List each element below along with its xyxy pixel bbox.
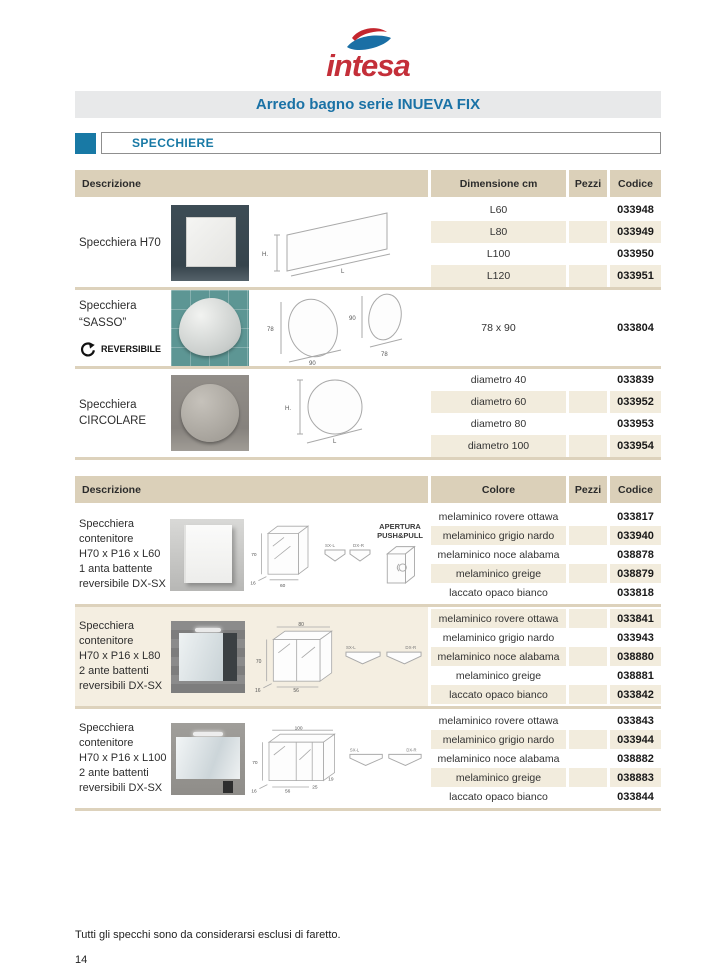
- codice-cell: 033944: [610, 730, 661, 749]
- product-name: [75, 721, 171, 795]
- table-row: [431, 317, 661, 339]
- dimension-cell: diametro 40: [470, 374, 527, 386]
- pezzi-cell: [569, 545, 607, 564]
- table-row: [431, 647, 661, 666]
- dim-label: 90: [349, 316, 356, 322]
- dimension-cell: diametro 60: [431, 391, 566, 413]
- door-swing-diagrams: [349, 745, 423, 773]
- desc-line: contenitore: [79, 533, 134, 546]
- dim-label: 19: [328, 777, 334, 783]
- table-row: [431, 265, 661, 287]
- product-group-specchiera-circolare: [75, 369, 661, 460]
- color-cell: melaminico greige: [431, 768, 566, 787]
- dim-label: 16: [250, 581, 256, 587]
- product-group-contenitore-l80: [75, 607, 661, 709]
- dim-label-h: H.: [285, 406, 291, 412]
- dimension-cell: L100: [486, 248, 511, 260]
- desc-line: reversibile DX-SX: [79, 577, 166, 590]
- header-descrizione: Descrizione: [75, 170, 428, 197]
- codice-cell: 038880: [610, 647, 661, 666]
- codice-cell: 033951: [610, 265, 661, 287]
- product-name-line: “SASSO”: [79, 316, 127, 329]
- table-row: [431, 768, 661, 787]
- pezzi-cell: [569, 628, 607, 647]
- product-photo-contenitore-l100: [171, 723, 245, 795]
- series-title-band: [75, 91, 661, 118]
- desc-line: contenitore: [79, 737, 134, 750]
- color-cell: melaminico noce alabama: [431, 647, 566, 666]
- mirror-cabinets-table: [75, 476, 661, 811]
- dim-label: 90: [309, 361, 316, 366]
- codice-cell: 033953: [617, 418, 654, 430]
- pezzi-cell: [569, 685, 607, 704]
- product-name-line: CIRCOLARE: [79, 415, 147, 427]
- pezzi-cell: [569, 413, 607, 435]
- brand-logo: [75, 0, 661, 81]
- pezzi-cell: [569, 749, 607, 768]
- color-cell: melaminico noce alabama: [437, 548, 560, 561]
- pezzi-cell: [569, 666, 607, 685]
- product-group-specchiera-sasso: [75, 290, 661, 369]
- variant-rows: [431, 290, 661, 366]
- dimension-cell: diametro 80: [470, 418, 527, 430]
- table-header-row: [75, 170, 661, 197]
- header-colore: Colore: [431, 476, 566, 503]
- codice-cell: 038883: [610, 768, 661, 787]
- color-cell: melaminico grigio nardo: [431, 730, 566, 749]
- product-photo-specchiera-sasso: [171, 290, 249, 366]
- pezzi-cell: [569, 243, 607, 265]
- door-swing-diagrams: [324, 541, 372, 569]
- table-row: [431, 369, 661, 391]
- pezzi-cell: [569, 507, 607, 526]
- door-swing-diagrams: [345, 643, 423, 671]
- codice-cell: 038881: [617, 669, 654, 682]
- codice-cell: 033839: [617, 374, 654, 386]
- mirror-dimension-drawing: [249, 205, 419, 281]
- reversibile-badge: [79, 341, 171, 358]
- reversibile-label: REVERSIBILE: [101, 343, 162, 354]
- cabinet-dimension-drawing: [245, 716, 349, 802]
- header-pezzi: Pezzi: [569, 476, 607, 503]
- product-description-cell: [75, 369, 428, 457]
- codice-cell: 033818: [617, 586, 654, 599]
- desc-line: Specchiera: [79, 518, 135, 531]
- pezzi-cell: [569, 221, 607, 243]
- dim-label: 56: [293, 687, 299, 694]
- product-description-cell: [75, 709, 428, 808]
- dimension-cell: L120: [431, 265, 566, 287]
- color-cell: melaminico grigio nardo: [442, 631, 555, 644]
- codice-cell: 033940: [610, 526, 661, 545]
- color-cell: laccato opaco bianco: [431, 685, 566, 704]
- mirrors-table: [75, 170, 661, 460]
- header-codice: Codice: [610, 476, 661, 503]
- dim-label: 16: [251, 789, 257, 795]
- codice-cell: 033949: [610, 221, 661, 243]
- codice-cell: 033817: [617, 510, 654, 523]
- color-cell: laccato opaco bianco: [449, 586, 548, 599]
- codice-cell: 038882: [617, 752, 654, 765]
- product-name: [75, 517, 170, 591]
- product-photo-contenitore-l80: [171, 621, 245, 693]
- section-title-box: [101, 132, 661, 154]
- dim-label: 70: [255, 658, 262, 665]
- pezzi-cell: [569, 609, 607, 628]
- product-name: [75, 619, 171, 693]
- swing-label-dx: DX-R: [405, 644, 417, 650]
- product-photo-contenitore-l60: [170, 519, 244, 591]
- codice-cell: 033841: [610, 609, 661, 628]
- variant-rows: [431, 709, 661, 808]
- product-photo-specchiera-circolare: [171, 375, 249, 451]
- dim-label: 16: [255, 687, 261, 694]
- apertura-line: APERTURA: [379, 521, 421, 531]
- section-marker: [75, 133, 96, 154]
- table-header-row: [75, 476, 661, 503]
- product-photo-specchiera-h70: [171, 205, 249, 281]
- product-name: [75, 298, 171, 357]
- color-cell: melaminico rovere ottawa: [431, 609, 566, 628]
- desc-line: Specchiera: [79, 722, 135, 735]
- pezzi-cell: [569, 199, 607, 221]
- table-row: [431, 413, 661, 435]
- variant-rows: [431, 505, 661, 604]
- table-row: [431, 221, 661, 243]
- swing-label-sx: SX-L: [345, 644, 356, 650]
- dim-label: 78: [267, 327, 274, 333]
- codice-cell: 038878: [617, 548, 654, 561]
- desc-line: contenitore: [79, 635, 134, 648]
- product-group-specchiera-h70: [75, 199, 661, 290]
- dim-label: 80: [298, 621, 304, 628]
- desc-line: 1 anta battente: [79, 562, 153, 575]
- table-row: [431, 583, 661, 602]
- header-codice: Codice: [610, 170, 661, 197]
- table-row: [431, 749, 661, 768]
- cabinet-dimension-drawing: [245, 614, 345, 700]
- table-row: [431, 199, 661, 221]
- product-name-line: Specchiera: [79, 398, 137, 411]
- codice-cell: 038879: [610, 564, 661, 583]
- table-row: [431, 435, 661, 457]
- codice-cell: 033844: [617, 790, 654, 803]
- dim-label: 25: [312, 785, 318, 791]
- variant-rows: [431, 199, 661, 287]
- pezzi-cell: [569, 730, 607, 749]
- color-cell: melaminico greige: [455, 669, 542, 682]
- table-row: [431, 666, 661, 685]
- dimension-cell: diametro 100: [431, 435, 566, 457]
- dim-label: 70: [251, 552, 257, 558]
- table-row: [431, 391, 661, 413]
- codice-cell: 033952: [610, 391, 661, 413]
- desc-line: H70 x P16 x L100: [79, 752, 167, 765]
- color-cell: laccato opaco bianco: [449, 790, 548, 803]
- cabinet-dimension-drawing: [244, 512, 324, 598]
- pezzi-cell: [569, 711, 607, 730]
- dim-label: 70: [252, 760, 258, 766]
- table-row: [431, 564, 661, 583]
- product-description-cell: [75, 505, 428, 604]
- footer-note: Tutti gli specchi sono da considerarsi esclusi di faretto.: [75, 929, 341, 941]
- sasso-dimension-drawing: [249, 290, 419, 366]
- apertura-pushpull: [372, 522, 428, 587]
- swing-label-dx: DX-R: [406, 747, 417, 753]
- dim-label: 56: [285, 789, 291, 795]
- brand-logo-text: intesa: [326, 48, 410, 83]
- product-name-line: Specchiera: [79, 300, 137, 313]
- pezzi-cell: [569, 647, 607, 666]
- pezzi-cell: [569, 526, 607, 545]
- table-row: [431, 526, 661, 545]
- dimension-cell: L60: [489, 204, 508, 216]
- swing-label-dx: DX-R: [353, 542, 364, 548]
- dimension-cell: 78 x 90: [481, 322, 516, 334]
- swing-label-sx: SX-L: [325, 542, 336, 548]
- codice-cell: 033954: [610, 435, 661, 457]
- product-description-cell: [75, 199, 428, 287]
- pezzi-cell: [569, 317, 607, 339]
- pezzi-cell: [569, 768, 607, 787]
- dim-label-h: H.: [262, 252, 268, 258]
- series-title: Arredo bagno serie INUEVA FIX: [255, 96, 481, 113]
- color-cell: melaminico greige: [431, 564, 566, 583]
- dim-label: 60: [280, 583, 286, 589]
- variant-rows: [431, 607, 661, 706]
- catalog-page: [75, 0, 661, 966]
- header-pezzi: Pezzi: [569, 170, 607, 197]
- header-dimensione: Dimensione cm: [431, 170, 566, 197]
- table-row: [431, 243, 661, 265]
- section-title: SPECCHIERE: [132, 136, 215, 150]
- codice-cell: 033948: [617, 204, 654, 216]
- product-name: [75, 397, 171, 429]
- product-group-contenitore-l100: [75, 709, 661, 811]
- table-row: [431, 685, 661, 704]
- table-row: [431, 711, 661, 730]
- pezzi-cell: [569, 583, 607, 602]
- pezzi-cell: [569, 435, 607, 457]
- desc-line: H70 x P16 x L60: [79, 548, 161, 561]
- desc-line: 2 ante battenti: [79, 664, 149, 677]
- reversible-arrow-icon: [79, 341, 96, 358]
- desc-line: 2 ante battenti: [79, 766, 149, 779]
- desc-line: reversibili DX-SX: [79, 679, 163, 692]
- codice-cell: 033950: [617, 248, 654, 260]
- table-row: [431, 545, 661, 564]
- color-cell: melaminico grigio nardo: [431, 526, 566, 545]
- pushpull-cabinet-icon: [380, 541, 420, 585]
- circle-dimension-drawing: [249, 375, 419, 451]
- table-row: [431, 730, 661, 749]
- color-cell: melaminico noce alabama: [437, 752, 560, 765]
- dim-label-l: L: [333, 439, 337, 445]
- pezzi-cell: [569, 787, 607, 806]
- pezzi-cell: [569, 265, 607, 287]
- dim-label-l: L: [341, 269, 345, 275]
- header-descrizione: Descrizione: [75, 476, 428, 503]
- table-row: [431, 507, 661, 526]
- dim-label: 100: [294, 725, 303, 731]
- product-name: [75, 235, 171, 251]
- swing-label-sx: SX-L: [349, 747, 360, 753]
- pezzi-cell: [569, 369, 607, 391]
- desc-line: reversibili DX-SX: [79, 781, 163, 794]
- pezzi-cell: [569, 391, 607, 413]
- codice-cell: 033843: [617, 714, 654, 727]
- codice-cell: 033842: [610, 685, 661, 704]
- variant-rows: [431, 369, 661, 457]
- section-header: [75, 132, 661, 154]
- desc-line: H70 x P16 x L80: [79, 650, 161, 663]
- color-cell: melaminico rovere ottawa: [438, 714, 559, 727]
- product-name-line: Specchiera H70: [79, 236, 161, 249]
- table-row: [431, 628, 661, 647]
- product-description-cell: [75, 290, 428, 366]
- product-description-cell: [75, 607, 428, 706]
- pezzi-cell: [569, 564, 607, 583]
- table-row: [431, 787, 661, 806]
- codice-cell: 033943: [617, 631, 654, 644]
- product-group-contenitore-l60: [75, 505, 661, 607]
- dim-label: 78: [381, 352, 388, 358]
- desc-line: Specchiera: [79, 620, 135, 633]
- color-cell: melaminico rovere ottawa: [438, 510, 559, 523]
- codice-cell: 033804: [617, 322, 654, 334]
- apertura-line: PUSH&PULL: [377, 531, 423, 541]
- page-number: 14: [75, 954, 88, 966]
- table-row: [431, 609, 661, 628]
- dimension-cell: L80: [431, 221, 566, 243]
